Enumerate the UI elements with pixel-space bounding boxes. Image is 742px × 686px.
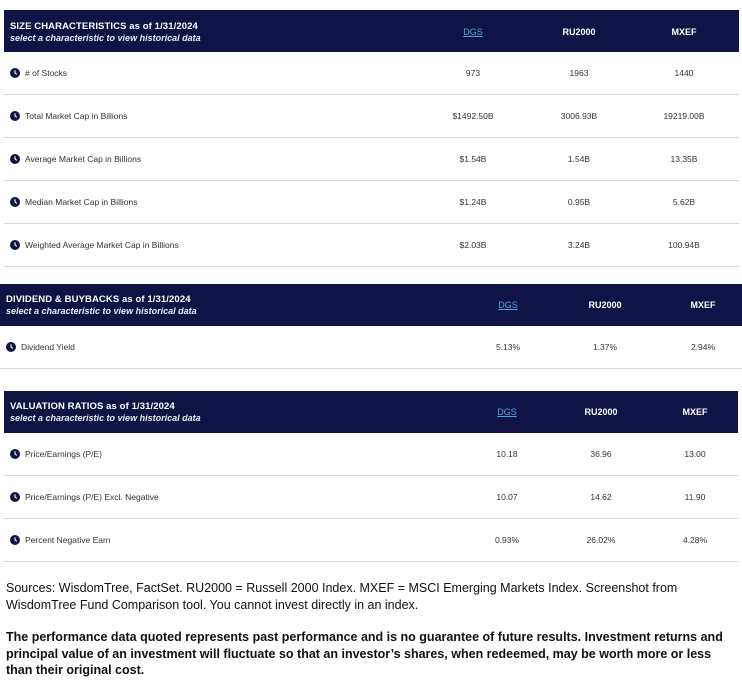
value-dgs: 0.93% xyxy=(494,535,520,545)
row-label[interactable] xyxy=(10,181,137,223)
column-header-mxef: MXEF xyxy=(671,27,697,37)
table-header xyxy=(4,391,738,433)
value-ru2000: 1.54B xyxy=(567,154,591,164)
column-header-ru2000: RU2000 xyxy=(584,407,618,417)
value-mxef: 4.28% xyxy=(682,535,708,545)
value-ru2000: 0.95B xyxy=(567,197,591,207)
row-label[interactable] xyxy=(10,138,141,180)
row-label[interactable] xyxy=(10,519,111,561)
table-title: VALUATION RATIOS as of 1/31/2024 xyxy=(10,401,175,412)
table-row[interactable] xyxy=(4,95,739,138)
performance-disclaimer: The performance data quoted represents past performance and is no guarantee of future results. Investment returns and principal value of an investment will fluctuate so that an investor’s shares, when redeemed, may be worth more or less than their original cost. xyxy=(6,630,723,677)
value-mxef: 100.94B xyxy=(668,240,700,250)
row-label[interactable] xyxy=(10,52,67,94)
value-ru2000: 1.37% xyxy=(592,342,618,352)
table-row[interactable] xyxy=(0,326,742,369)
clock-icon xyxy=(10,492,20,502)
value-ru2000: 3.24B xyxy=(567,240,591,250)
table-row[interactable] xyxy=(4,52,739,95)
row-label-text: Percent Negative Earn xyxy=(25,535,111,545)
clock-icon xyxy=(6,342,16,352)
table-row[interactable] xyxy=(4,433,738,476)
table-header xyxy=(0,284,742,326)
row-label-text: Total Market Cap in Billions xyxy=(25,111,128,121)
value-mxef: 13.00 xyxy=(684,449,706,459)
column-header-dgs[interactable]: DGS xyxy=(497,407,517,417)
value-mxef: 1440 xyxy=(674,68,694,78)
clock-icon xyxy=(10,449,20,459)
table-subtitle: select a characteristic to view historical data xyxy=(6,306,197,316)
table-row[interactable] xyxy=(4,181,739,224)
value-dgs: $2.03B xyxy=(459,240,487,250)
clock-icon xyxy=(10,68,20,78)
row-label-text: Price/Earnings (P/E) xyxy=(25,449,102,459)
column-header-mxef: MXEF xyxy=(682,407,708,417)
column-header-mxef: MXEF xyxy=(690,300,716,310)
value-dgs: $1492.50B xyxy=(452,111,494,121)
row-label-text: Average Market Cap in Billions xyxy=(25,154,142,164)
value-ru2000: 26.02% xyxy=(586,535,616,545)
table-header xyxy=(4,10,739,52)
valuation-ratios-table xyxy=(0,391,742,562)
table-row[interactable] xyxy=(4,138,739,181)
clock-icon xyxy=(10,197,20,207)
dividend-buybacks-table xyxy=(0,284,742,369)
row-label-text: Weighted Average Market Cap in Billions xyxy=(25,240,179,250)
value-dgs: $1.54B xyxy=(459,154,487,164)
clock-icon xyxy=(10,240,20,250)
table-subtitle: select a characteristic to view historical data xyxy=(10,413,201,423)
column-header-dgs[interactable]: DGS xyxy=(463,27,483,37)
value-dgs: 10.07 xyxy=(496,492,518,502)
table-subtitle: select a characteristic to view historical data xyxy=(10,33,201,43)
value-ru2000: 36.96 xyxy=(590,449,612,459)
row-label[interactable] xyxy=(10,433,102,475)
value-dgs: 5.13% xyxy=(495,342,521,352)
table-title: SIZE CHARACTERISTICS as of 1/31/2024 xyxy=(10,21,198,32)
row-label[interactable] xyxy=(10,95,128,137)
row-label-text: # of Stocks xyxy=(25,68,68,78)
value-mxef: 11.90 xyxy=(684,492,706,502)
value-dgs: $1.24B xyxy=(459,197,487,207)
row-label-text: Dividend Yield xyxy=(21,342,75,352)
value-ru2000: 1963 xyxy=(569,68,589,78)
row-label[interactable] xyxy=(6,326,75,368)
table-body xyxy=(0,326,742,369)
table-row[interactable] xyxy=(4,224,739,267)
row-label[interactable] xyxy=(10,224,179,266)
value-mxef: 19219.00B xyxy=(663,111,705,121)
clock-icon xyxy=(10,154,20,164)
value-mxef: 13.35B xyxy=(670,154,698,164)
value-mxef: 5.62B xyxy=(672,197,696,207)
clock-icon xyxy=(10,535,20,545)
column-header-ru2000: RU2000 xyxy=(588,300,622,310)
value-mxef: 2.94% xyxy=(690,342,716,352)
table-row[interactable] xyxy=(4,519,738,562)
table-body xyxy=(4,433,738,562)
row-label-text: Median Market Cap in Billions xyxy=(25,197,138,207)
value-ru2000: 3006.93B xyxy=(560,111,598,121)
table-title: DIVIDEND & BUYBACKS as of 1/31/2024 xyxy=(6,294,191,305)
column-header-dgs[interactable]: DGS xyxy=(498,300,518,310)
row-label[interactable] xyxy=(10,476,159,518)
size-characteristics-table xyxy=(0,10,742,267)
table-row[interactable] xyxy=(4,476,738,519)
value-dgs: 973 xyxy=(465,68,481,78)
value-ru2000: 14.62 xyxy=(590,492,612,502)
clock-icon xyxy=(10,111,20,121)
value-dgs: 10.18 xyxy=(496,449,518,459)
column-header-ru2000: RU2000 xyxy=(562,27,596,37)
row-label-text: Price/Earnings (P/E) Excl. Negative xyxy=(25,492,159,502)
table-body xyxy=(4,52,739,267)
sources-note: Sources: WisdomTree, FactSet. RU2000 = Russell 2000 Index. MXEF = MSCI Emerging Markets Index. Screenshot from WisdomTree Fund Comparison tool. You cannot invest directly in an index. xyxy=(6,581,678,612)
